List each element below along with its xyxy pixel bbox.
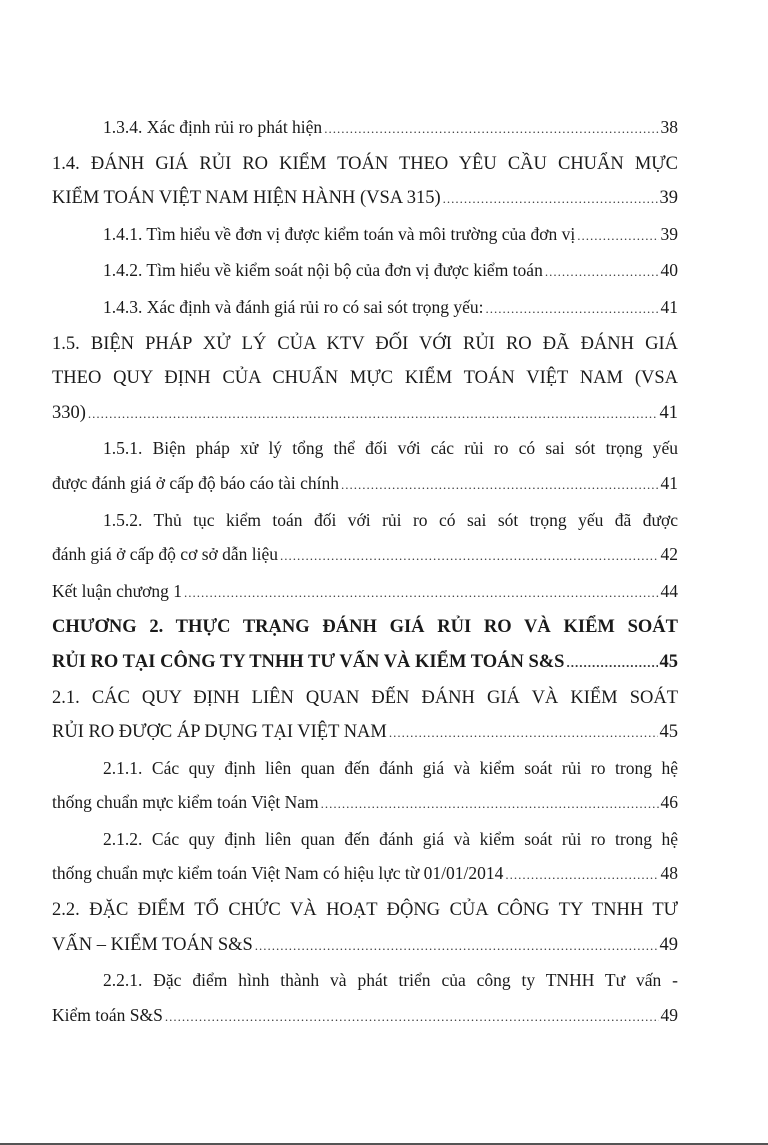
toc-entry-title-cont: Kiểm toán S&S: [52, 1004, 163, 1025]
toc-entry-title: 1.5.1. Biện pháp xử lý tổng thể đối với các rủi ro có sai sót trọng yếu: [103, 438, 678, 459]
toc-page-number: 41: [660, 472, 678, 493]
toc-entry-title-cont: RỦI RO ĐƯỢC ÁP DỤNG TẠI VIỆT NAM: [52, 722, 387, 743]
toc-entry-title-cont: RỦI RO TẠI CÔNG TY TNHH TƯ VẤN VÀ KIỂM TOÁN S&S: [52, 651, 565, 672]
toc-entry-title-cont: VẤN – KIỂM TOÁN S&S: [52, 934, 253, 955]
dot-leader: [88, 397, 658, 432]
toc-entry-1-4[interactable]: [52, 147, 678, 217]
toc-entry-title: 1.4.2. Tìm hiểu về kiểm soát nội bộ của đơn vị được kiểm toán: [103, 260, 543, 281]
toc-entry-1-4-1[interactable]: [52, 217, 678, 254]
toc-page-number: 41: [660, 296, 678, 317]
toc-entry-1-5[interactable]: [52, 327, 678, 432]
toc-page-number: 39: [659, 188, 678, 209]
dot-leader: [255, 929, 658, 964]
toc-entry-title-cont: thống chuẩn mực kiểm toán Việt Nam có hiệu lực từ 01/01/2014: [52, 863, 504, 884]
toc-entry-title: 2.2. ĐẶC ĐIỂM TỔ CHỨC VÀ HOẠT ĐỘNG CỦA CÔNG TY TNHH TƯ: [52, 900, 678, 921]
toc-entry-chapter-2[interactable]: [52, 610, 678, 680]
dot-leader: [566, 646, 657, 681]
toc-page-number: 45: [659, 651, 678, 672]
dot-leader: [545, 255, 659, 290]
toc-page-number: 44: [660, 580, 678, 601]
dot-leader: [321, 787, 659, 822]
toc-page-number: 45: [659, 722, 678, 743]
toc-page-number: 48: [660, 863, 678, 884]
toc-entry-title: CHƯƠNG 2. THỰC TRẠNG ĐÁNH GIÁ RỦI RO VÀ KIỂM SOÁT: [52, 617, 678, 638]
toc-page-number: 42: [660, 544, 678, 565]
dot-leader: [577, 219, 658, 254]
toc-page-number: 40: [660, 260, 678, 281]
dot-leader: [184, 576, 658, 611]
toc-entry-1-5-1[interactable]: [52, 431, 678, 502]
toc-entry-title: 2.1.2. Các quy định liên quan đến đánh giá và kiểm soát rủi ro trong hệ: [103, 828, 678, 849]
toc-entry-2-1-2[interactable]: [52, 822, 678, 893]
toc-page-number: 39: [660, 223, 678, 244]
dot-leader: [341, 468, 659, 503]
toc-entry-2-2[interactable]: [52, 893, 678, 963]
toc-entry-title-cont: 330): [52, 402, 86, 423]
toc-page-number: 49: [660, 1004, 678, 1025]
toc-page-number: 38: [660, 117, 678, 137]
toc-page-number: 46: [660, 792, 678, 813]
toc-entry-title: 2.1.1. Các quy định liên quan đến đánh giá và kiểm soát rủi ro trong hệ: [103, 757, 678, 778]
toc-entry-title: 1.4.3. Xác định và đánh giá rủi ro có sai sót trọng yếu:: [103, 296, 484, 317]
dot-leader: [443, 182, 658, 217]
toc-entry-2-1-1[interactable]: [52, 751, 678, 822]
toc-entry-1-4-2[interactable]: [52, 253, 678, 290]
dot-leader: [280, 539, 658, 574]
toc-entry-title-cont: được đánh giá ở cấp độ báo cáo tài chính: [52, 472, 339, 493]
toc-entry-title: 2.2.1. Đặc điểm hình thành và phát triển của công ty TNHH Tư vấn -: [103, 970, 678, 991]
toc-entry-title: Kết luận chương 1: [52, 580, 183, 601]
toc-page-number: 49: [659, 934, 678, 955]
toc-entry-title-cont: thống chuẩn mực kiểm toán Việt Nam: [52, 792, 319, 813]
dot-leader: [389, 716, 658, 751]
toc-entry-title: 2.1. CÁC QUY ĐỊNH LIÊN QUAN ĐẾN ĐÁNH GIÁ VÀ KIỂM SOÁT: [52, 687, 678, 708]
toc-entry-1-4-3[interactable]: [52, 290, 678, 327]
toc-entry-title: 1.5.2. Thủ tục kiểm toán đối với rủi ro có sai sót trọng yếu đã được: [103, 509, 678, 530]
dot-leader: [505, 858, 658, 893]
toc-entry-1-5-2[interactable]: [52, 503, 678, 574]
toc-entry-chapter-1-conclusion[interactable]: [52, 574, 678, 611]
toc-entry-title: 1.3.4. Xác định rủi ro phát hiện: [103, 117, 323, 137]
toc-entry-title: 1.5. BIỆN PHÁP XỬ LÝ CỦA KTV ĐỐI VỚI RỦI RO ĐÃ ĐÁNH GIÁ: [52, 333, 678, 354]
toc-page-number: 41: [659, 402, 678, 423]
dot-leader: [324, 112, 658, 147]
toc-entry-2-1[interactable]: [52, 681, 678, 751]
toc-entry-2-2-1[interactable]: [52, 963, 678, 1034]
dot-leader: [486, 292, 659, 327]
toc-entry-title: 1.4.1. Tìm hiểu về đơn vị được kiểm toán và môi trường của đơn vị: [103, 223, 576, 244]
toc-entry-title-cont: THEO QUY ĐỊNH CỦA CHUẨN MỰC KIỂM TOÁN VIỆT NAM (VSA: [52, 368, 678, 389]
toc-entry-1-3-4[interactable]: [52, 110, 678, 147]
toc-entry-title-cont: KIỂM TOÁN VIỆT NAM HIỆN HÀNH (VSA 315): [52, 188, 441, 209]
toc-entry-title-cont: đánh giá ở cấp độ cơ sở dẫn liệu: [52, 544, 279, 565]
dot-leader: [165, 1000, 659, 1035]
table-of-contents: [52, 110, 678, 1034]
toc-entry-title: 1.4. ĐÁNH GIÁ RỦI RO KIỂM TOÁN THEO YÊU CẦU CHUẨN MỰC: [52, 153, 678, 174]
